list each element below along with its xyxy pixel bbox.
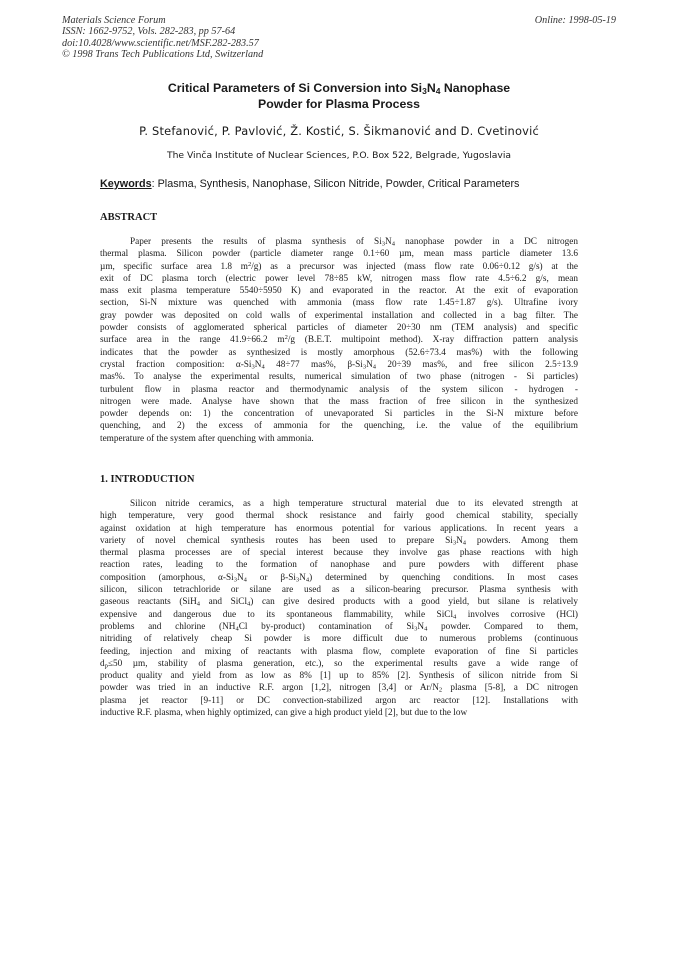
text-segment: /g) as a precursor was injected (mass flow rate 0.06÷0.12 g/s) at the (251, 261, 578, 272)
text-segment: N (236, 572, 244, 583)
text-segment: 20÷39 mas%, and free silicon 2.5÷13.9 (376, 359, 578, 370)
title-line-2: Powder for Plasma Process (258, 97, 420, 111)
text-line (100, 596, 578, 608)
text-line (100, 695, 578, 707)
text-segment: ) determined by quenching conditions. In most cases (309, 572, 578, 583)
keywords-line (100, 178, 519, 190)
text-segment: 4 (196, 600, 201, 608)
text-segment: powder depends on: 1) the concentration of unevaporated Si particles in the Si-N mixture before (100, 409, 578, 420)
text-line (100, 572, 578, 584)
text-segment: product quality and yield from as low as 8% [1] up to 85% [2]. Synthesis of silicon nitride from Si (100, 671, 578, 682)
text-line (100, 297, 578, 309)
text-segment: variety of novel chemical synthesis routes has been used to prepare Si (100, 535, 453, 546)
text-segment: feeding, injection and mixing of reactants with plasma flow, complete evaporation of fine Si particles (100, 646, 578, 657)
text-segment: and SiCl (200, 597, 248, 608)
text-segment: quenching, and 2) the excess of ammonia for the quenching, i.e. the value of the equilibrium (100, 421, 578, 432)
text-line (100, 347, 578, 359)
text-segment: exit of DC plasma torch (electric power level 78÷85 kW, nitrogen mass flow rate 4.5÷6.2 g/s, mean (100, 273, 578, 284)
text-segment: thermal plasma. Silicon powder (particle diameter range 0.1÷60 µm, mean mass particle diameter 13.6 (100, 249, 578, 260)
text-segment: 3 (251, 363, 255, 371)
text-segment: problems and chlorine (NH (100, 621, 236, 632)
text-line (100, 646, 578, 658)
text-line (100, 396, 578, 408)
text-segment: /g (B.E.T. multipoint method). X-ray diffraction pattern analysis (287, 335, 578, 346)
abstract-body (100, 236, 578, 445)
text-segment: 2 (438, 686, 443, 694)
doi-line[interactable]: doi:10.4028/www.scientific.net/MSF.282-283.57 (62, 37, 259, 49)
text-segment: nanophase powder in a DC nitrogen (394, 237, 578, 247)
text-line (100, 559, 578, 571)
text-segment: ) can give desired products with a good yield, but silane is relatively (250, 597, 579, 608)
text-segment: reaction rates, leading to the formation of nanophase and pure powders with different phase (100, 560, 578, 571)
text-segment: inductive R.F. plasma, when highly optimized, can give a high product yield [2], but due to the low (100, 708, 468, 719)
text-segment: 3 (452, 539, 457, 547)
text-segment: nitrogen were made. Analyse have shown that the mass fraction of free silicon in the synthesized (100, 396, 578, 407)
text-line (100, 261, 578, 273)
text-line (100, 420, 578, 432)
text-line (100, 384, 578, 396)
introduction-body (100, 498, 578, 719)
text-line (100, 371, 578, 383)
journal-name: Materials Science Forum (62, 15, 166, 26)
text-segment: N (456, 535, 463, 546)
text-segment: 4 (247, 600, 251, 608)
text-line (100, 408, 578, 420)
text-segment: 4 (453, 613, 457, 621)
text-segment: high temperature, very good thermal shock resistance and fairly good chemical stability, specially (100, 511, 578, 522)
text-segment: plasma jet reactor [9-11] or DC convection-stabilized argon arc reactor [12]. Installations with (100, 695, 578, 706)
text-line (100, 273, 578, 285)
text-segment: 4 (235, 625, 239, 633)
text-segment: gray powder was deposited on cold walls of experimental installation and collected in a bag filter. The (100, 310, 578, 321)
text-segment: 4 (462, 539, 466, 547)
text-segment: temperature of the system after quenching with ammonia. (100, 433, 314, 444)
online-date: Online: 1998-05-19 (534, 15, 616, 26)
introduction-heading: 1. INTRODUCTION (100, 474, 195, 485)
text-segment: Paper presents the results of plasma synthesis of Si (130, 237, 382, 247)
copyright-line: © 1998 Trans Tech Publications Ltd, Switzerland (62, 49, 264, 61)
text-segment: 48÷77 mas%, β-Si (264, 359, 363, 370)
text-segment: p (104, 662, 108, 670)
text-line (100, 433, 578, 445)
text-segment: Cl by-product) contamination of Si (238, 621, 415, 632)
text-segment: 3 (233, 576, 237, 584)
text-line (100, 682, 578, 694)
text-segment: 4 (243, 576, 247, 584)
abstract-heading: ABSTRACT (100, 212, 158, 223)
text-line (100, 609, 578, 621)
text-segment: 3 (414, 625, 418, 633)
keywords-label: Keywords (100, 178, 152, 190)
text-segment: plasma [5-8], a DC nitrogen (442, 683, 578, 694)
text-line (100, 523, 578, 535)
title-line-1: Critical Parameters of Si Conversion into $Si_3N_4$ Nanophase (167, 81, 511, 96)
text-line (100, 535, 578, 547)
text-segment: ≤50 µm, stability of plasma generation, etc.), so the experimental results gave a wide range of (107, 658, 578, 669)
text-line (100, 310, 578, 322)
text-segment: silicon, silicon tetrachloride or silane are used as a silicon-bearing precursor. Plasma synthesis with (100, 585, 578, 596)
text-segment: powder. Compared to them, (427, 621, 579, 632)
text-segment: 2 (284, 334, 288, 342)
text-segment: Silicon nitride ceramics, as a high temperature structural material due to its elevated strength at (130, 499, 578, 509)
text-segment: powders. Among them (466, 535, 578, 546)
text-segment: expensive and dangerous due to its spontaneous flammability, while SiCl (100, 609, 454, 620)
text-segment: N (254, 359, 262, 370)
text-line (100, 658, 578, 670)
text-segment: indicates that the powder as synthesized is mostly amorphous (52.6÷73.4 mas%) with the following (100, 347, 578, 358)
text-line (100, 547, 578, 559)
text-line (100, 510, 578, 522)
issn-line: ISSN: 1662-9752, Vols. 282-283, pp 57-64 (62, 26, 236, 38)
paper-title (80, 80, 598, 112)
text-line (100, 584, 578, 596)
text-segment: gaseous reactants (SiH (100, 597, 197, 608)
text-segment: surface area in the range 41.9÷66.2 m (100, 335, 285, 346)
text-segment: d (100, 658, 105, 669)
text-segment: N (299, 572, 306, 583)
text-segment: powder consists of agglomerated spherical particles of diameter 20÷30 nm (TEM analysis) and specific (100, 323, 578, 334)
text-line (100, 633, 578, 645)
text-segment: 3 (295, 576, 300, 584)
text-segment: involves corrosive (HCl) (456, 609, 578, 620)
text-line (100, 498, 578, 510)
text-line (100, 334, 578, 346)
text-segment: turbulent flow in plasma reactor and thermodynamic analysis of the system silicon - hydrogen - (100, 384, 578, 395)
text-segment: 4 (305, 576, 310, 584)
text-segment: against oxidation at high temperature has enormous potential for various applications. In recent years a (100, 523, 578, 534)
text-segment: 4 (424, 625, 428, 633)
affiliation: The Vinča Institute of Nuclear Sciences, P.O. Box 522, Belgrade, Yugoslavia (166, 150, 512, 161)
text-segment: 3 (381, 240, 386, 248)
text-segment: 4 (391, 240, 395, 248)
text-segment: thermal plasma processes are of special interest because they involve gas phase reactions with high (100, 548, 578, 559)
text-segment: powder was tried in an inductive R.F. argon [1,2], nitrogen [3,4] or Ar/N (100, 683, 439, 694)
text-segment: or β-Si (246, 572, 296, 583)
text-line (100, 621, 578, 633)
text-segment: 3 (362, 363, 367, 371)
text-segment: crystal fraction composition: α-Si (100, 359, 252, 370)
text-segment: N (366, 359, 373, 370)
text-segment: 4 (261, 363, 265, 371)
text-line (100, 285, 578, 297)
text-segment: N (385, 237, 392, 247)
text-segment: nitriding of relatively cheap Si powder is more difficult due to numerous problems (continuous (100, 634, 578, 645)
text-line (100, 322, 578, 334)
text-line (100, 670, 578, 682)
text-segment: mas%. To analyse the experimental results, numerical simulation of two phase (nitrogen - Si particles) (100, 372, 578, 383)
text-line (100, 707, 578, 719)
text-segment: composition (amorphous, α-Si (100, 572, 234, 583)
text-segment: N (417, 621, 425, 632)
text-line (100, 359, 578, 371)
text-line (100, 248, 578, 260)
text-segment: 4 (372, 363, 377, 371)
text-segment: section, Si-N mixture was quenched with ammonia (mass flow rate 1.45÷1.87 g/s). Ultrafine ivory (100, 298, 578, 309)
keywords-text: : Plasma, Synthesis, Nanophase, Silicon Nitride, Powder, Critical Parameters (151, 178, 520, 190)
text-segment: 2 (247, 260, 252, 268)
author-list: P. Stefanović, P. Pavlović, Ž. Kostić, S. Šikmanović and D. Cvetinović (139, 124, 539, 138)
publication-info (62, 15, 263, 61)
text-segment: µm, specific surface area 1.8 m (100, 261, 248, 272)
text-segment: mass exit plasma temperature 5540÷5950 K) and evaporated in the reactor. At the exit of evaporation (100, 286, 578, 297)
text-line (100, 236, 578, 248)
